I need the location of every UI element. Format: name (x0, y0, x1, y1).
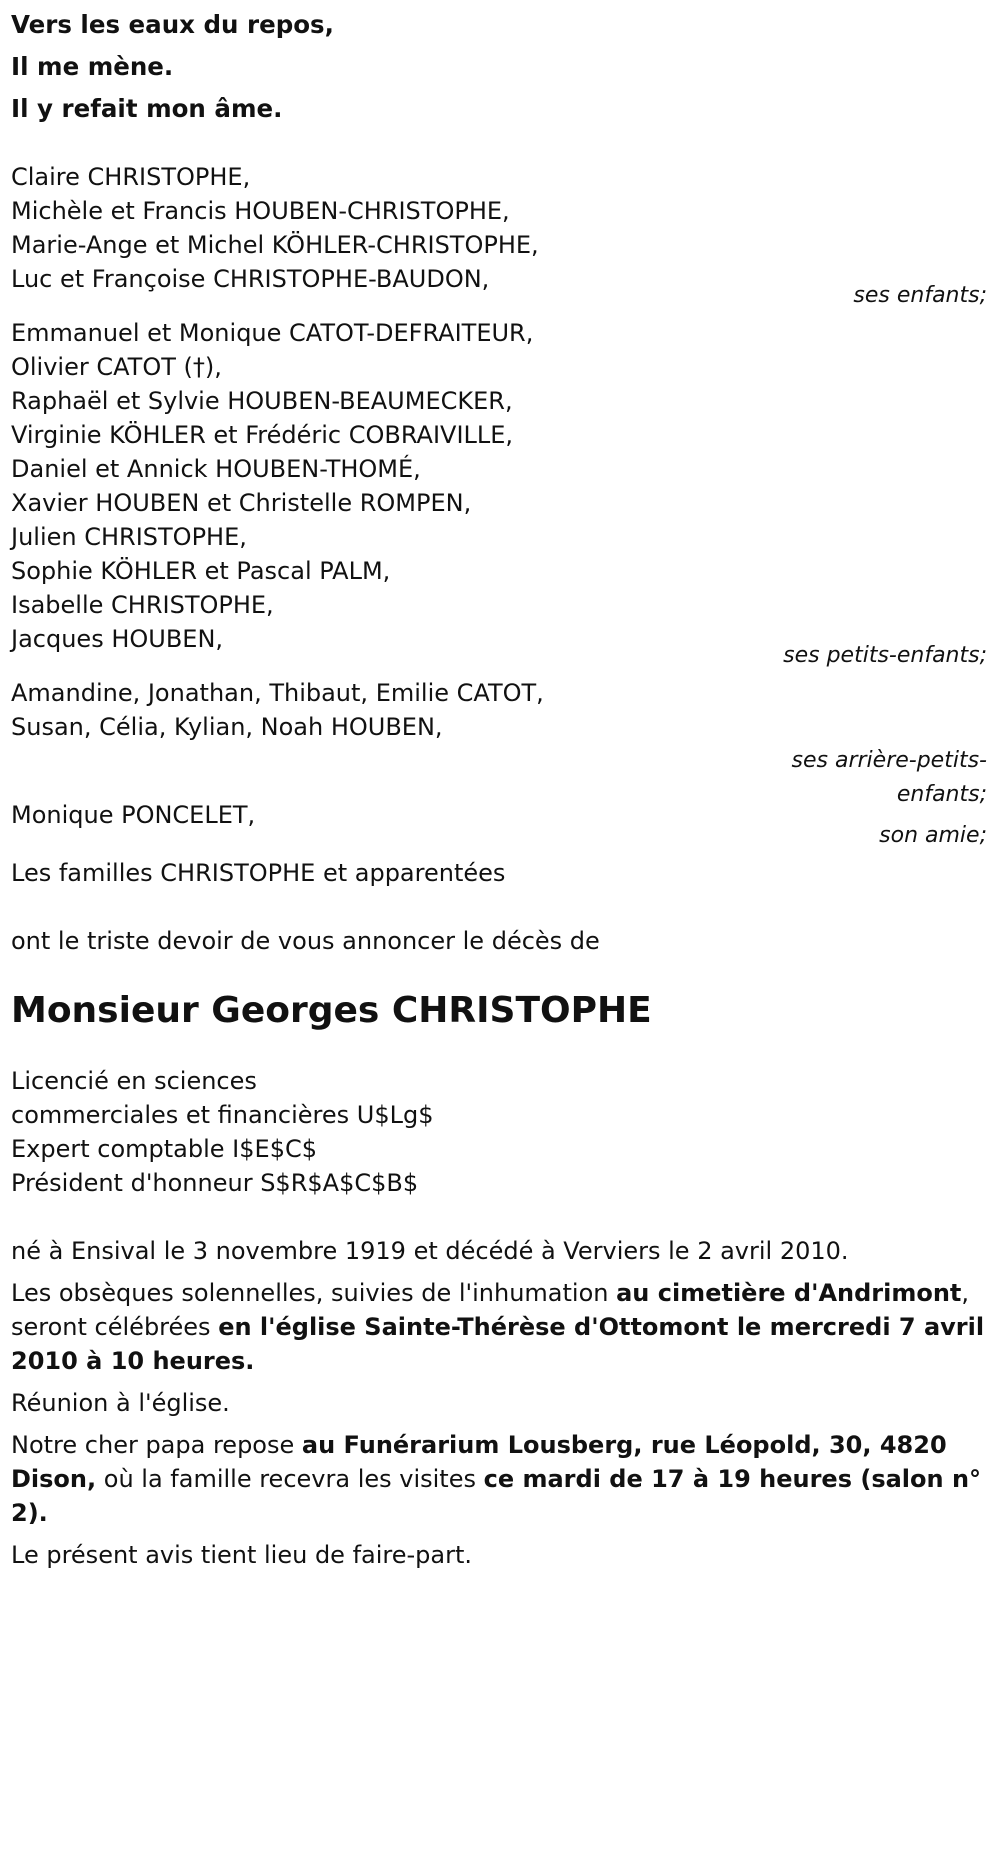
family-name-line: Claire CHRISTOPHE, (11, 163, 251, 191)
closing-line: Le présent avis tient lieu de faire-part. (11, 1541, 473, 1569)
psalm-line: Il y refait mon âme. (11, 94, 283, 123)
grandchildren-section (11, 316, 1000, 666)
family-name-line: Amandine, Jonathan, Thibaut, Emilie CATOT, (11, 679, 544, 707)
family-name-line: Raphaël et Sylvie HOUBEN-BEAUMECKER, (11, 387, 513, 415)
family-name-line: Marie-Ange et Michel KÖHLER-CHRISTOPHE, (11, 231, 539, 259)
friend-section (11, 798, 1000, 848)
children-section (11, 160, 1000, 306)
relation-label: ses petits-enfants; (783, 643, 987, 668)
qualification-line: commerciales et financières U$Lg$ (11, 1101, 434, 1129)
visits-text: où la famille recevra les visites (96, 1465, 484, 1493)
family-name-line: Isabelle CHRISTOPHE, (11, 591, 274, 619)
qualifications (11, 1064, 1000, 1200)
funeral-details (11, 1276, 987, 1378)
family-name-line: Monique PONCELET, (11, 801, 256, 829)
relation-label: son amie; (879, 823, 987, 848)
family-name-line: Sophie KÖHLER et Pascal PALM, (11, 557, 391, 585)
family-name-line: Michèle et Francis HOUBEN-CHRISTOPHE, (11, 197, 510, 225)
visiting-hours: ce mardi de 17 à 19 heures (salon n° 2). (11, 1465, 982, 1527)
qualification-line: Président d'honneur S$R$A$C$B$ (11, 1169, 419, 1197)
qualification-line: Licencié en sciences (11, 1067, 257, 1095)
funeral-text: , seront célébrées (11, 1279, 970, 1341)
birth-death-line: né à Ensival le 3 novembre 1919 et décédé à Verviers le 2 avril 2010. (11, 1237, 849, 1265)
relation-label: ses arrière-petits- (791, 748, 987, 773)
visits-text: Notre cher papa repose (11, 1431, 302, 1459)
qualification-line: Expert comptable I$E$C$ (11, 1135, 317, 1163)
family-name-line: Olivier CATOT (†), (11, 353, 222, 381)
great-grandchildren-section (11, 676, 1000, 812)
cemetery-name: au cimetière d'Andrimont (616, 1279, 962, 1307)
psalm-line: Il me mène. (11, 52, 174, 81)
families-line: Les familles CHRISTOPHE et apparentées (11, 859, 506, 887)
family-name-line: Daniel et Annick HOUBEN-THOMÉ, (11, 455, 421, 483)
family-name-line: Xavier HOUBEN et Christelle ROMPEN, (11, 489, 472, 517)
family-name-line: Susan, Célia, Kylian, Noah HOUBEN, (11, 713, 443, 741)
family-name-line: Luc et Françoise CHRISTOPHE-BAUDON, (11, 265, 490, 293)
deceased-title: Monsieur Georges CHRISTOPHE (11, 990, 652, 1031)
family-name-line: Julien CHRISTOPHE, (11, 523, 247, 551)
funeral-text: Les obsèques solennelles, suivies de l'inhumation (11, 1279, 617, 1307)
funeral-home-address: au Funérarium Lousberg, rue Léopold, 30, 4820 Dison, (11, 1431, 947, 1493)
announcement-line: ont le triste devoir de vous annoncer le décès de (11, 927, 600, 955)
relation-label: ses enfants; (853, 283, 987, 308)
reunion-line: Réunion à l'église. (11, 1389, 230, 1417)
family-name-line: Jacques HOUBEN, (11, 625, 224, 653)
psalm-verse (11, 4, 1000, 154)
family-name-line: Emmanuel et Monique CATOT-DEFRAITEUR, (11, 319, 534, 347)
relation-label: enfants; (896, 782, 987, 807)
church-date-time: en l'église Sainte-Thérèse d'Ottomont le mercredi 7 avril 2010 à 10 heures. (11, 1313, 985, 1375)
psalm-line: Vers les eaux du repos, (11, 10, 334, 39)
family-name-line: Virginie KÖHLER et Frédéric COBRAIVILLE, (11, 421, 514, 449)
visits-details (11, 1428, 987, 1530)
